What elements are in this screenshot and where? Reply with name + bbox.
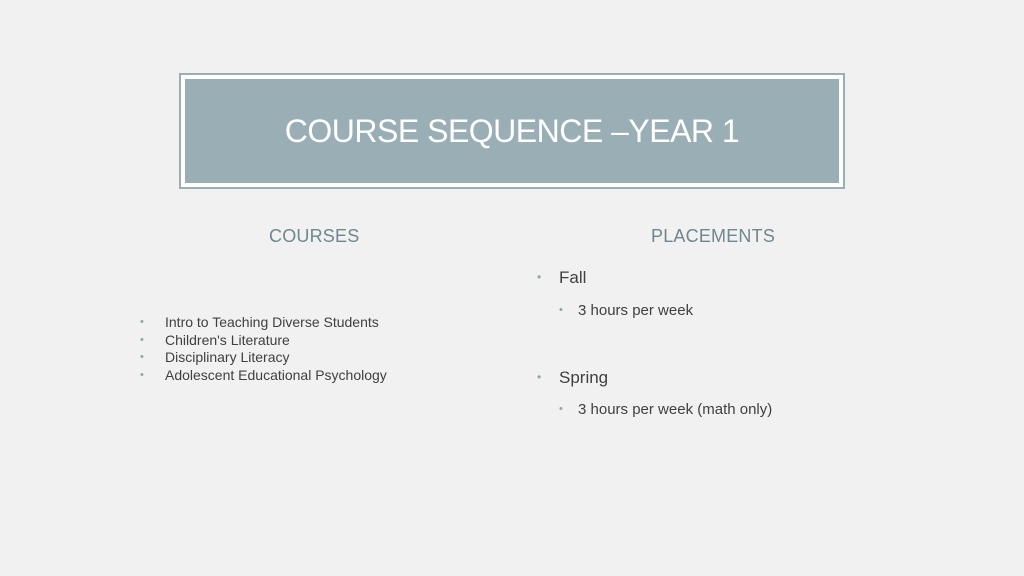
placement-detail-fall bbox=[559, 302, 693, 319]
bullet-icon: • bbox=[559, 304, 563, 316]
bullet-icon: • bbox=[140, 351, 144, 363]
course-label: Disciplinary Literacy bbox=[165, 349, 290, 365]
courses-list bbox=[140, 314, 387, 384]
course-label: Children's Literature bbox=[165, 331, 290, 348]
placement-term-fall bbox=[537, 268, 586, 288]
placement-detail-spring bbox=[559, 401, 772, 418]
title-box bbox=[185, 79, 839, 183]
bullet-icon: • bbox=[537, 370, 542, 384]
list-item bbox=[140, 349, 387, 367]
term-label: Spring bbox=[559, 368, 609, 387]
bullet-icon: • bbox=[140, 368, 144, 381]
placements-heading: PLACEMENTS bbox=[651, 226, 776, 246]
term-detail: 3 hours per week bbox=[578, 302, 694, 319]
course-label: Intro to Teaching Diverse Students bbox=[165, 314, 379, 330]
courses-heading: COURSES bbox=[269, 226, 360, 246]
bullet-icon: • bbox=[537, 270, 542, 284]
slide-title: COURSE SEQUENCE –YEAR 1 bbox=[284, 112, 740, 149]
course-label: Adolescent Educational Psychology bbox=[165, 366, 387, 383]
title-frame bbox=[179, 73, 845, 189]
bullet-icon: • bbox=[140, 316, 144, 328]
term-label: Fall bbox=[559, 268, 587, 287]
list-item bbox=[140, 367, 387, 385]
term-detail: 3 hours per week (math only) bbox=[578, 401, 773, 418]
list-item bbox=[140, 332, 387, 350]
placement-term-spring bbox=[537, 368, 608, 388]
list-item bbox=[140, 314, 387, 332]
bullet-icon: • bbox=[140, 333, 144, 346]
bullet-icon: • bbox=[559, 403, 563, 415]
